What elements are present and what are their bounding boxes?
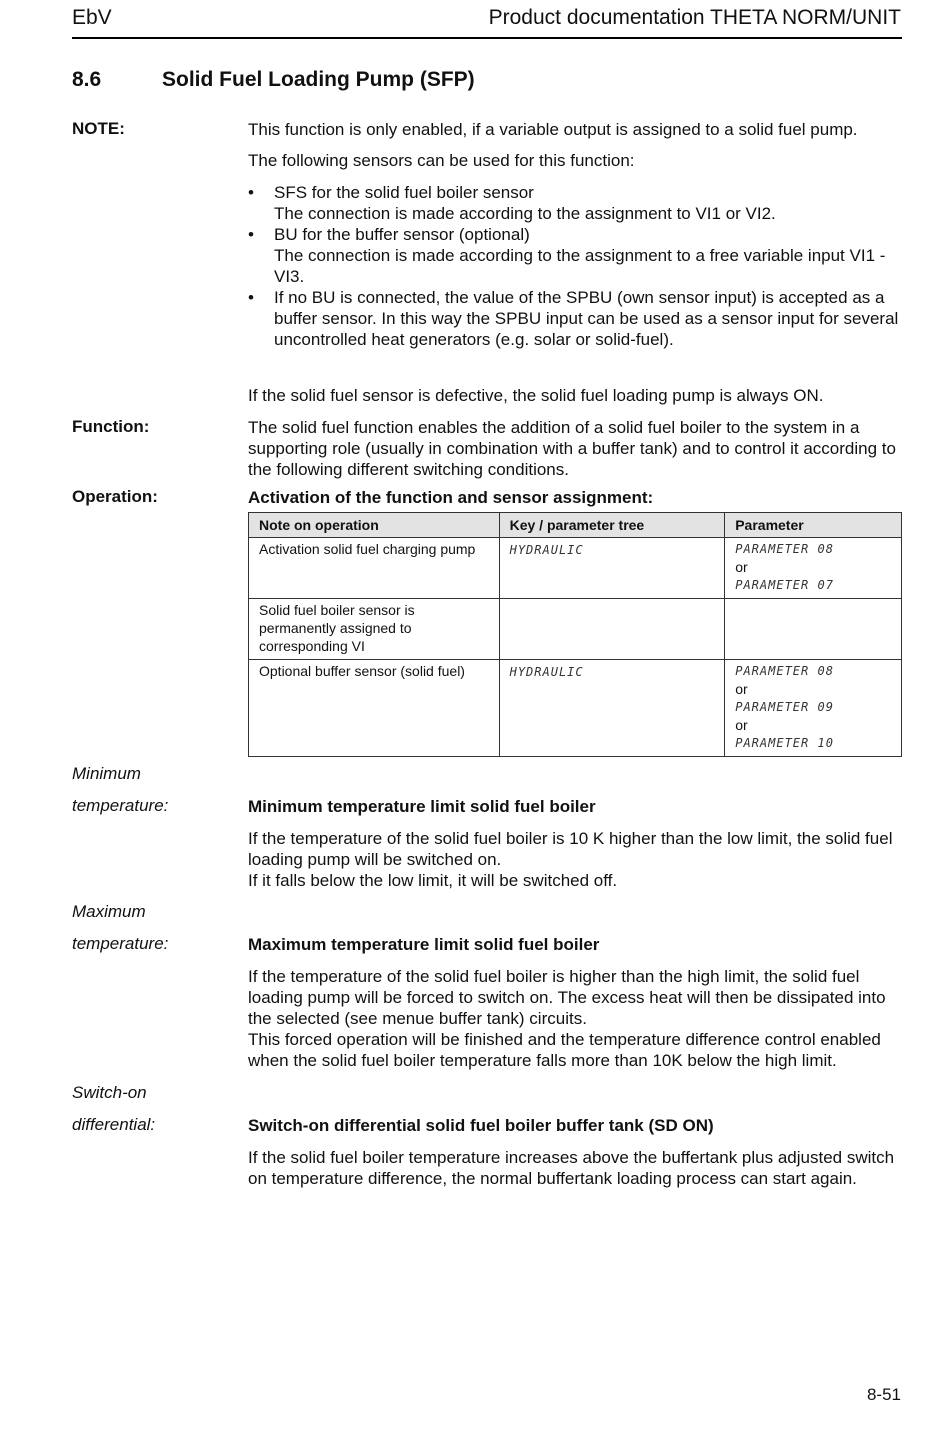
sensors-intro: The following sensors can be used for this function: [248, 151, 635, 170]
page-number: 8-51 [866, 1385, 901, 1404]
bullet-marker: • [248, 288, 254, 307]
max-temp-text [248, 966, 903, 1071]
operation-heading: Activation of the function and sensor assignment: [248, 488, 654, 507]
section-number: 8.6 [72, 68, 102, 91]
note-label: NOTE: [72, 119, 125, 138]
sensor-list [248, 182, 903, 350]
column-header: Key / parameter tree [499, 513, 725, 538]
switch-on-text: If the solid fuel boiler temperature increases above the buffertank plus adjusted switch on temperature difference, the normal buffertank loading process can start again. [248, 1148, 895, 1188]
lcd-display-text: PARAMETER 08 [735, 542, 834, 556]
lcd-display-text: HYDRAULIC [509, 543, 584, 557]
min-temp-label-line2: temperature: [72, 796, 169, 815]
paragraph-line: This forced operation will be finished and the temperature difference control enabled when the solid fuel boiler temperature falls more than 10K below the high limit. [248, 1030, 881, 1070]
header-company: EbV [72, 6, 112, 29]
column-header: Parameter [725, 513, 902, 538]
or-text: or [735, 681, 748, 697]
lcd-display-text: PARAMETER 07 [735, 578, 834, 592]
table-row [249, 538, 902, 599]
note-cell: Optional buffer sensor (solid fuel) [249, 660, 500, 757]
parameter-cell [725, 599, 902, 660]
or-text: or [735, 717, 748, 733]
note-cell: Activation solid fuel charging pump [249, 538, 500, 599]
paragraph-line: If the temperature of the solid fuel boiler is 10 K higher than the low limit, the solid fuel loading pump will be switched on. [248, 829, 893, 869]
bullet-marker: • [248, 225, 254, 244]
note-text: This function is only enabled, if a variable output is assigned to a solid fuel pump. [248, 120, 858, 139]
max-temp-label-line2: temperature: [72, 934, 169, 953]
key-cell [499, 538, 725, 599]
switch-on-label-line1: Switch-on [72, 1083, 147, 1102]
or-text: or [735, 559, 748, 575]
section-title: Solid Fuel Loading Pump (SFP) [162, 68, 475, 91]
table-header-row [249, 513, 902, 538]
bullet-line: The connection is made according to the assignment to VI1 or VI2. [274, 204, 776, 223]
paragraph-line: If the temperature of the solid fuel boiler is higher than the high limit, the solid fuel loading pump will be forced to switch on. The excess heat will then be dissipated into the selected (see menue buffer tank) circuits. [248, 967, 886, 1028]
max-temp-label-line1: Maximum [72, 902, 146, 921]
key-cell [499, 660, 725, 757]
min-temp-heading: Minimum temperature limit solid fuel boiler [248, 797, 596, 816]
key-cell [499, 599, 725, 660]
header-doc-title: Product documentation THETA NORM/UNIT [488, 6, 901, 29]
note-cell: Solid fuel boiler sensor is permanently assigned to corresponding VI [249, 599, 500, 660]
function-text: The solid fuel function enables the addition of a solid fuel boiler to the system in a supporting role (usually in combination with a buffer tank) and to control it according to the following different switching conditions. [248, 418, 896, 479]
lcd-display-text: PARAMETER 09 [735, 700, 834, 714]
list-item [248, 287, 903, 350]
bullet-line: The connection is made according to the assignment to a free variable input VI1 - VI3. [274, 246, 886, 286]
paragraph-line: If it falls below the low limit, it will be switched off. [248, 871, 618, 890]
bullet-line: SFS for the solid fuel boiler sensor [274, 183, 534, 202]
min-temp-text [248, 828, 903, 891]
lcd-display-text: PARAMETER 08 [735, 664, 834, 678]
column-header: Note on operation [249, 513, 500, 538]
bullet-line: If no BU is connected, the value of the SPBU (own sensor input) is accepted as a buffer sensor. In this way the SPBU input can be used as a sensor input for several uncontrolled heat generators (e.g. solar or solid-fuel). [274, 288, 899, 349]
defective-sensor-note: If the solid fuel sensor is defective, the solid fuel loading pump is always ON. [248, 386, 824, 405]
list-item [248, 224, 903, 287]
switch-on-label-line2: differential: [72, 1115, 156, 1134]
lcd-display-text: HYDRAULIC [509, 665, 584, 679]
table-row [249, 660, 902, 757]
lcd-display-text: PARAMETER 10 [735, 736, 834, 750]
parameter-cell [725, 538, 902, 599]
bullet-marker: • [248, 183, 254, 202]
switch-on-heading: Switch-on differential solid fuel boiler buffer tank (SD ON) [248, 1116, 714, 1135]
bullet-line: BU for the buffer sensor (optional) [274, 225, 530, 244]
parameter-cell [725, 660, 902, 757]
min-temp-label-line1: Minimum [72, 764, 141, 783]
operation-label: Operation: [72, 487, 158, 506]
header-rule [72, 37, 902, 39]
parameter-table [248, 512, 902, 757]
max-temp-heading: Maximum temperature limit solid fuel boiler [248, 935, 600, 954]
function-label: Function: [72, 417, 150, 436]
table-row [249, 599, 902, 660]
list-item [248, 182, 903, 224]
